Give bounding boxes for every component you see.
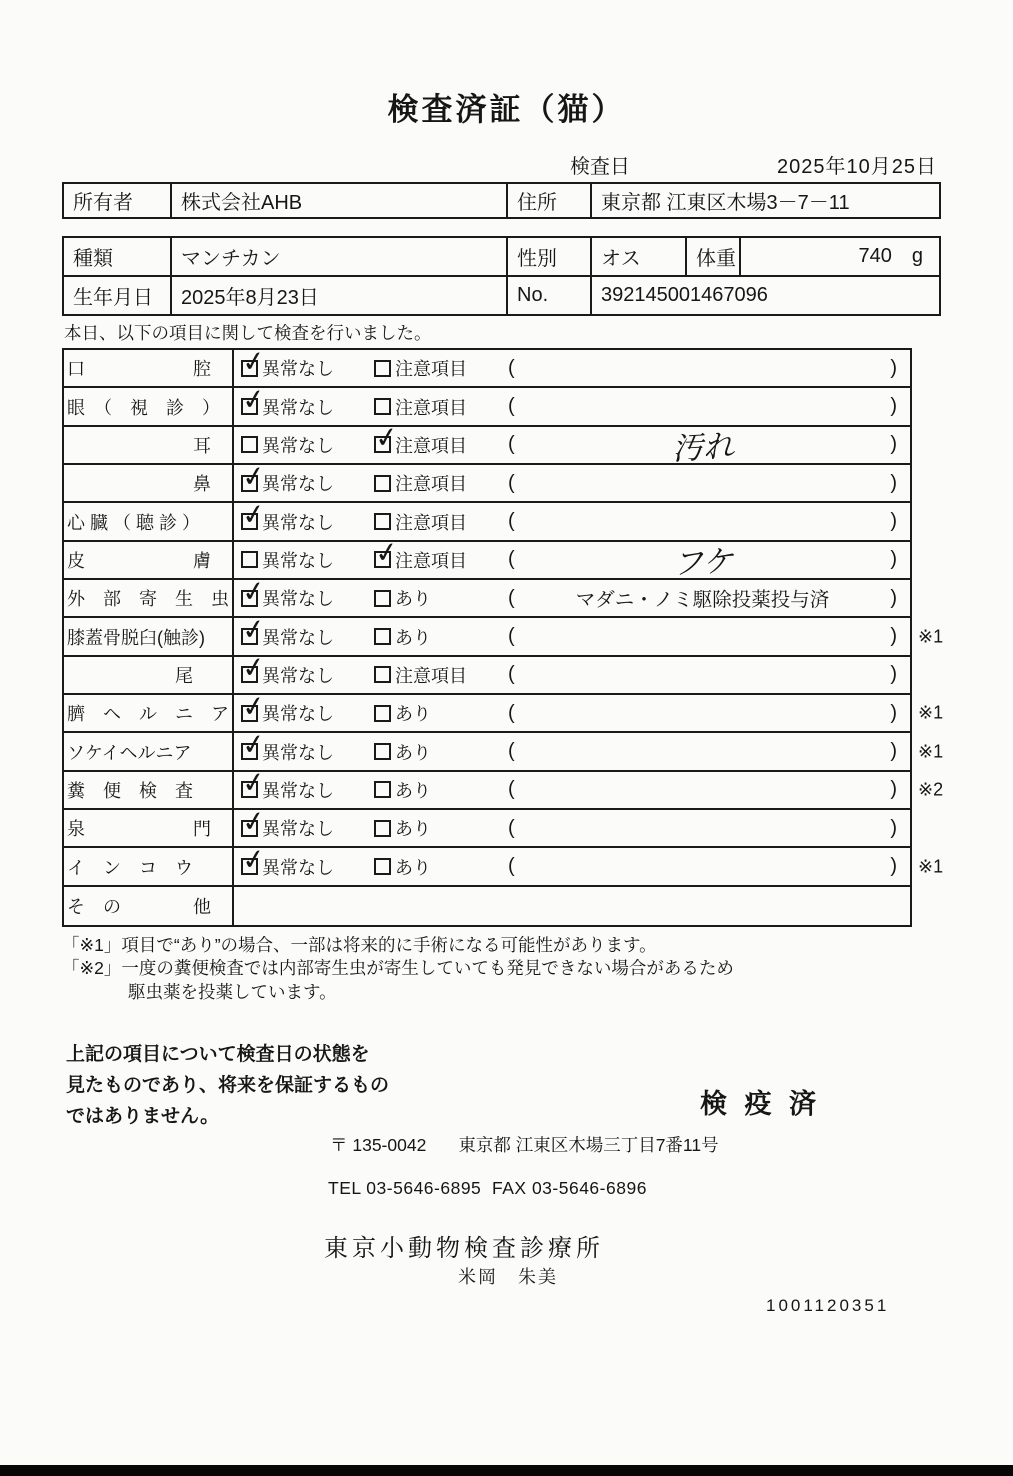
checkbox-unchecked [241, 432, 374, 458]
exam-row [64, 842, 944, 886]
exam-row-body [234, 535, 910, 582]
open-paren: ( [508, 701, 515, 724]
clinic-address-line [330, 1132, 719, 1157]
close-paren: ) [890, 625, 897, 648]
owner-table [62, 182, 941, 219]
checkbox-unchecked [374, 662, 499, 688]
intro-text: 本日、以下の項目に関して検査を行いました。 [64, 323, 432, 343]
checkbox-icon [372, 420, 401, 455]
checkbox-checked [239, 650, 374, 688]
footnotes [62, 934, 734, 1004]
check-mark-icon: ✓ [239, 765, 268, 800]
checkbox-icon [239, 382, 268, 417]
check-mark-icon: ✓ [239, 842, 268, 877]
pet-table [62, 236, 941, 316]
checkbox-icon [374, 743, 391, 760]
clinic-name: 東京小動物検査診療所 [324, 1235, 604, 1262]
weight-label: 体重 [685, 238, 739, 275]
exam-item-label: イ ン コ ウ [64, 848, 234, 884]
page-title: 検査済証（猫） [387, 92, 626, 127]
open-paren: ( [508, 433, 515, 456]
open-paren: ( [508, 356, 515, 379]
footnote-mark: ※1 [918, 702, 944, 723]
checkbox-label: 異常なし [262, 397, 334, 418]
exam-note [499, 537, 910, 582]
exam-note [499, 663, 910, 686]
exam-row [64, 612, 944, 656]
checkbox-label: 異常なし [262, 589, 334, 610]
checkbox-icon [239, 650, 268, 685]
check-mark-icon: ✓ [239, 650, 268, 685]
document-number: 1001120351 [766, 1296, 890, 1315]
checkbox-icon [374, 590, 391, 607]
checkbox-unchecked [374, 700, 499, 726]
check-mark-icon: ✓ [239, 689, 268, 724]
checkbox-icon [239, 459, 268, 494]
checkbox-label: 注意項目 [395, 359, 467, 380]
checkbox-checked [372, 420, 499, 458]
checkbox-icon [239, 842, 268, 877]
exam-row-body [234, 574, 910, 616]
checkbox-checked [239, 765, 374, 803]
check-mark-icon: ✓ [239, 612, 268, 647]
checkbox-checked [239, 574, 374, 611]
checkbox-label: 異常なし [262, 550, 334, 571]
checkbox-icon [374, 475, 391, 492]
exam-row-body [234, 650, 910, 693]
exam-note [499, 472, 910, 495]
checkbox-unchecked [374, 509, 499, 535]
close-paren: ) [890, 778, 897, 801]
checkbox-icon [374, 513, 391, 530]
exam-note [499, 740, 910, 763]
exam-row [64, 459, 910, 503]
check-mark-icon: ✓ [372, 535, 401, 570]
close-paren: ) [890, 510, 897, 533]
sex-value: オス [590, 238, 685, 275]
checkbox-checked [239, 689, 374, 726]
checkbox-label: 異常なし [262, 435, 334, 456]
checkbox-label: 注意項目 [395, 474, 467, 495]
checkbox-label: 異常なし [262, 857, 334, 878]
open-paren: ( [508, 510, 515, 533]
checkbox-label: 異常なし [262, 742, 334, 763]
exam-row [64, 574, 910, 618]
close-paren: ) [890, 855, 897, 878]
open-paren: ( [508, 778, 515, 801]
owner-value: 株式会社AHB [170, 184, 506, 217]
exam-note [499, 625, 910, 648]
checkbox-unchecked [374, 355, 499, 381]
footnote-2-continued: 駆虫薬を投薬しています。 [128, 981, 337, 1002]
checkbox-label: 注意項目 [395, 512, 467, 533]
owner-label: 所有者 [73, 192, 133, 214]
breed-value: マンチカン [170, 238, 506, 275]
weight-value: 740 [858, 245, 892, 267]
exam-item-label: 膝蓋骨脱臼(触診) [64, 618, 234, 654]
exam-row-body [234, 727, 910, 769]
checkbox-icon [241, 436, 258, 453]
exam-row [64, 887, 910, 925]
exam-row [64, 420, 910, 467]
disclaimer-text [66, 1040, 389, 1132]
exam-item-label: 心 臓 （ 聴 診 ） [64, 503, 234, 539]
check-mark-icon: ✓ [239, 727, 268, 762]
checkbox-label: 注意項目 [395, 550, 467, 571]
checkbox-unchecked [374, 470, 499, 496]
check-mark-icon: ✓ [372, 420, 401, 455]
checkbox-icon [374, 858, 391, 875]
checkbox-icon [241, 551, 258, 568]
exam-item-label: 耳 [64, 427, 234, 463]
exam-note [499, 778, 910, 801]
checkbox-unchecked [374, 394, 499, 420]
checkbox-icon [374, 398, 391, 415]
pet-table-row-1 [64, 238, 939, 277]
weight-value-cell [739, 238, 939, 275]
exam-row-body [234, 612, 910, 654]
exam-item-label: 糞 便 検 査 [64, 772, 234, 808]
checkbox-label: あり [395, 742, 431, 763]
exam-item-label: 鼻 [64, 465, 234, 501]
exam-item-label: 尾 [64, 657, 234, 693]
exam-note [499, 855, 910, 878]
exam-row [64, 535, 910, 582]
checkbox-unchecked [241, 547, 374, 573]
exam-row [64, 765, 944, 810]
exam-note [499, 817, 910, 840]
checkbox-label: 異常なし [262, 819, 334, 840]
checkbox-checked [239, 612, 374, 650]
exam-row [64, 689, 944, 733]
clinic-address: 東京都 江東区木場三丁目7番11号 [458, 1135, 719, 1155]
checkbox-label: あり [395, 704, 431, 725]
address-value: 東京都 江東区木場3－7－11 [590, 184, 943, 217]
disclaimer-line-2: 見たものであり、将来を保証するもの [66, 1074, 390, 1096]
inspection-date-label: 検査日 [570, 156, 630, 178]
checkbox-unchecked [374, 777, 499, 803]
open-paren: ( [508, 855, 515, 878]
exam-row-body [234, 804, 910, 846]
clinic-postal-code: 〒 135-0042 [330, 1135, 427, 1155]
exam-row [64, 344, 910, 388]
exam-item-label: 口 腔 [64, 350, 234, 386]
checkbox-checked [239, 382, 374, 420]
no-value: 392145001467096 [590, 277, 939, 314]
disclaimer-line-3: ではありません。 [66, 1105, 220, 1127]
open-paren: ( [508, 663, 515, 686]
checkbox-label: 異常なし [262, 627, 334, 648]
scan-edge-artifact [0, 1465, 1013, 1476]
open-paren: ( [508, 548, 515, 571]
veterinarian-name: 米岡 朱美 [458, 1267, 558, 1287]
checkbox-icon [239, 497, 268, 532]
checkbox-icon [239, 804, 268, 839]
checkbox-unchecked [374, 585, 499, 611]
birth-label: 生年月日 [73, 287, 153, 309]
checkbox-label: あり [395, 589, 431, 610]
checkbox-unchecked [374, 739, 499, 765]
checkbox-icon [239, 689, 268, 724]
check-mark-icon: ✓ [239, 459, 268, 494]
checkbox-icon [374, 705, 391, 722]
checkbox-label: あり [395, 627, 431, 648]
footnote-2: 「※2」一度の糞便検査では内部寄生虫が寄生していても発見できない場合があるため [62, 958, 734, 979]
checkbox-checked [239, 804, 374, 841]
exam-item-label: ソケイヘルニア [64, 733, 234, 769]
checkbox-icon [374, 360, 391, 377]
close-paren: ) [890, 740, 897, 763]
footnote-mark: ※1 [918, 856, 944, 877]
breed-label: 種類 [73, 248, 113, 270]
exam-item-label: 泉 門 [64, 810, 234, 846]
checkbox-label: 異常なし [262, 780, 334, 801]
pet-table-row-2 [64, 277, 939, 314]
exam-note-text: フケ [671, 543, 735, 582]
sex-label: 性別 [506, 238, 590, 275]
exam-item-label: 外 部 寄 生 虫 [64, 580, 234, 616]
checkbox-label: 異常なし [262, 704, 334, 725]
footnote-1: 「※1」項目で“あり”の場合、一部は将来的に手術になる可能性があります。 [62, 935, 657, 955]
checkbox-label: 注意項目 [395, 665, 467, 686]
exam-note [499, 702, 910, 725]
checkbox-icon [239, 765, 268, 800]
exam-note [499, 422, 910, 467]
exam-item-label: 臍 ヘ ル ニ ア [64, 695, 234, 731]
checkbox-icon [239, 574, 268, 609]
checkbox-label: あり [395, 857, 431, 878]
exam-row [64, 804, 910, 848]
exam-table [62, 344, 944, 927]
open-paren: ( [508, 586, 515, 609]
checkbox-checked [239, 842, 374, 880]
check-mark-icon: ✓ [239, 344, 268, 379]
close-paren: ) [890, 471, 897, 494]
close-paren: ) [890, 663, 897, 686]
checkbox-label: 異常なし [262, 512, 334, 533]
checkbox-label: あり [395, 819, 431, 840]
checkbox-icon [374, 666, 391, 683]
checkbox-unchecked [374, 854, 499, 880]
exam-note-text: 汚れ [670, 428, 735, 467]
exam-row-body [234, 420, 910, 467]
checkbox-label: 注意項目 [395, 435, 467, 456]
close-paren: ) [890, 586, 897, 609]
checkbox-unchecked [374, 624, 499, 650]
exam-row-body [234, 459, 910, 501]
close-paren: ) [890, 395, 897, 418]
open-paren: ( [508, 625, 515, 648]
checkbox-icon [239, 344, 268, 379]
checkbox-label: 異常なし [262, 665, 334, 686]
checkbox-icon [239, 612, 268, 647]
checkbox-checked [239, 344, 374, 381]
checkbox-checked [239, 497, 374, 535]
quarantine-stamp: 検 疫 済 [700, 1089, 822, 1119]
checkbox-label: あり [395, 780, 431, 801]
close-paren: ) [890, 701, 897, 724]
checkbox-icon [372, 535, 401, 570]
exam-item-label: そ の 他 [64, 887, 234, 925]
exam-note [499, 584, 910, 612]
no-label: No. [506, 277, 590, 314]
exam-row-body [234, 689, 910, 731]
open-paren: ( [508, 471, 515, 494]
birth-value: 2025年8月23日 [170, 277, 506, 314]
checkbox-checked [239, 727, 374, 765]
open-paren: ( [508, 740, 515, 763]
check-mark-icon: ✓ [239, 804, 268, 839]
footnote-mark: ※1 [918, 626, 944, 647]
checkbox-unchecked [374, 815, 499, 841]
exam-row [64, 650, 910, 695]
inspection-date-row [62, 150, 941, 180]
footnote-mark: ※1 [918, 741, 944, 762]
checkbox-checked [239, 459, 374, 496]
exam-row [64, 727, 944, 771]
check-mark-icon: ✓ [239, 497, 268, 532]
exam-item-label: 皮 膚 [64, 542, 234, 578]
checkbox-label: 注意項目 [395, 397, 467, 418]
checkbox-label: 異常なし [262, 474, 334, 495]
exam-row-body [234, 887, 910, 925]
checkbox-checked [372, 535, 499, 573]
exam-row-body [234, 344, 910, 386]
check-mark-icon: ✓ [239, 382, 268, 417]
open-paren: ( [508, 395, 515, 418]
close-paren: ) [890, 816, 897, 839]
address-label: 住所 [506, 184, 590, 217]
close-paren: ) [890, 356, 897, 379]
inspection-date-value: 2025年10月25日 [777, 156, 937, 178]
footnote-mark: ※2 [918, 779, 944, 800]
disclaimer-line-1: 上記の項目について検査日の状態を [66, 1044, 370, 1065]
exam-item-label: 眼 （ 視 診 ） [64, 388, 234, 424]
open-paren: ( [508, 816, 515, 839]
checkbox-icon [374, 820, 391, 837]
exam-row-body [234, 765, 910, 808]
checkbox-icon [239, 727, 268, 762]
weight-unit: g [911, 245, 923, 267]
check-mark-icon: ✓ [239, 574, 268, 609]
close-paren: ) [890, 548, 897, 571]
exam-row-body [234, 842, 910, 884]
exam-note-text: マダニ・ノミ駆除投薬投与済 [575, 589, 830, 612]
checkbox-icon [374, 781, 391, 798]
exam-note [499, 357, 910, 380]
close-paren: ) [890, 433, 897, 456]
checkbox-icon [374, 628, 391, 645]
clinic-tel-fax: TEL 03-5646-6895 FAX 03-5646-6896 [328, 1178, 647, 1198]
checkbox-label: 異常なし [262, 359, 334, 380]
